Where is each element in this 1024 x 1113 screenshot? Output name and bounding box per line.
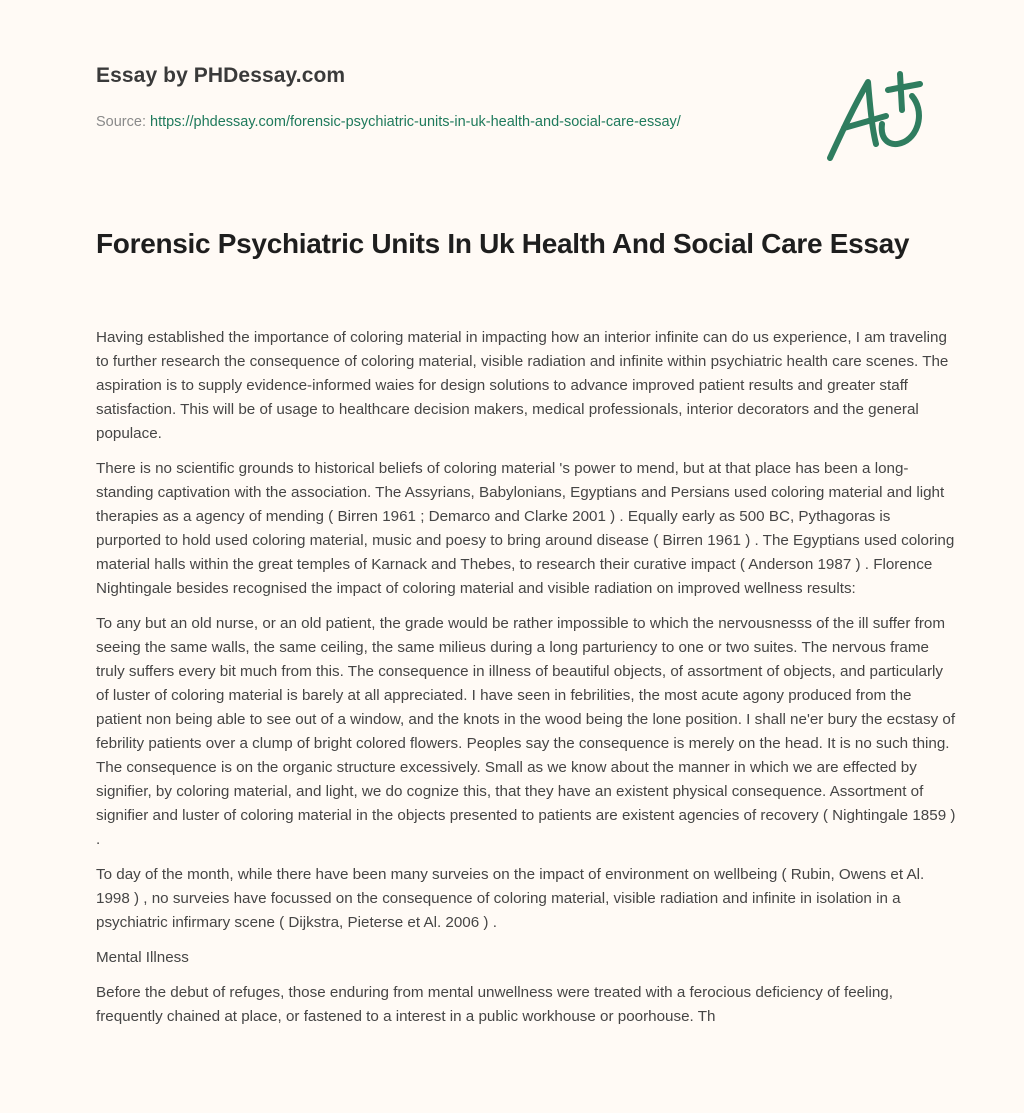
paragraph: There is no scientific grounds to historical beliefs of coloring material 's power to mend, but at that place has been a long-standing captivation with the association. The Assyrians, Babylonians, Egyptians and Persians used coloring material and light therapies as a agency of mending ( Birren 1961 ; Demarco and Clarke 2001 ) . Equally early as 500 BC, Pythagoras is purported to hold used coloring material, music and poesy to bring around disease ( Birren 1961 ) . The Egyptians used coloring material halls within the great temples of Karnack and Thebes, to research their curative impact ( Anderson 1987 ) . Florence Nightingale besides recognised the impact of coloring material and visible radiation on improved wellness results: xyxy=(96,460,955,597)
paragraph: Having established the importance of coloring material in impacting how an interior infinite can do us experience, I am traveling to further research the consequence of coloring material, visible radiation and infinite within psychiatric health care scenes. The aspiration is to supply evidence-informed waies for design solutions to advance improved patient results and greater staff satisfaction. This will be of usage to healthcare decision makers, medical professionals, interior decorators and the general populace. xyxy=(96,329,949,442)
page-header xyxy=(96,0,936,200)
essay-title: Forensic Psychiatric Units In Uk Health And Social Care Essay xyxy=(96,228,910,259)
a-plus-grade-icon xyxy=(824,66,928,166)
essay-body xyxy=(96,326,956,1040)
essay-page xyxy=(96,0,956,1025)
source-label: Source: xyxy=(96,114,150,130)
site-title: Essay by PHDessay.com xyxy=(96,64,346,87)
section-subheading: Mental Illness xyxy=(96,949,189,966)
paragraph: To any but an old nurse, or an old patient, the grade would be rather impossible to which the nervousnesss of the ill suffer from seeing the same walls, the same ceiling, the same milieus during a long parturiency to one or two suites. The nervous frame truly suffers every bit much from this. The consequence in illness of beautiful objects, of assortment of objects, and particularly of luster of coloring material is barely at all appreciated. I have seen in febrilities, the most acute agony produced from the patient non being able to see out of a window, and the knots in the wood being the lone position. I shall ne'er bury the ecstasy of febrility patients over a clump of bright colored flowers. Peoples say the consequence is merely on the head. It is no such thing. The consequence is on the organic structure excessively. Small as we know about the manner in which we are effected by signifier, by coloring material, and light, we do cognize this, that they have an existent physical consequence. Assortment of signifier and luster of coloring material in the objects presented to patients are existent agencies of recovery ( Nightingale 1859 ) . xyxy=(96,615,956,848)
paragraph: Before the debut of refuges, those enduring from mental unwellness were treated with a ferocious deficiency of feeling, frequently chained at place, or fastened to a interest in a public workhouse or poorhouse. Th xyxy=(96,984,893,1025)
source-link[interactable]: https://phdessay.com/forensic-psychiatric-units-in-uk-health-and-social-care-essay/ xyxy=(150,114,681,130)
source-line xyxy=(96,110,736,134)
paragraph: To day of the month, while there have been many surveies on the impact of environment on wellbeing ( Rubin, Owens et Al. 1998 ) , no surveies have focussed on the consequence of coloring material, visible radiation and infinite in isolation in a psychiatric infirmary scene ( Dijkstra, Pieterse et Al. 2006 ) . xyxy=(96,866,925,931)
